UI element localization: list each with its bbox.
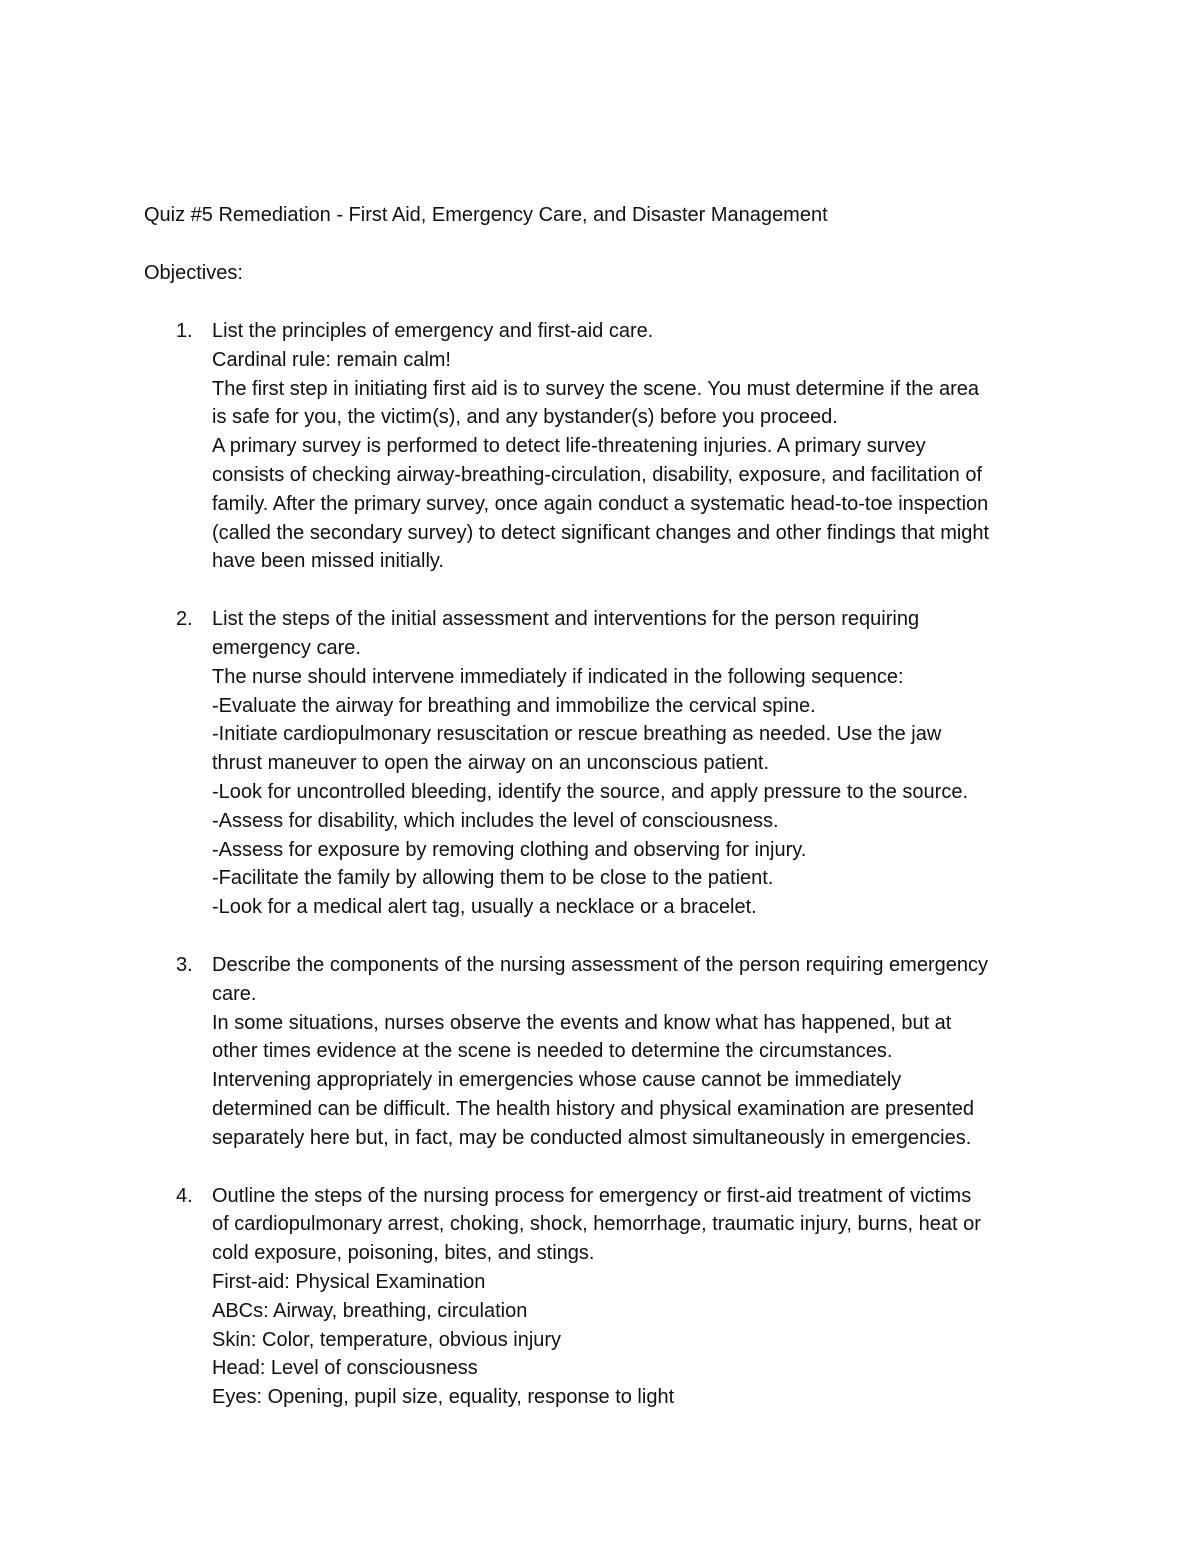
objective-number: 2. (176, 608, 193, 631)
objective-line: The first step in initiating first aid is to survey the scene. You must determine if the area (212, 377, 980, 400)
objective-item-3 (144, 951, 1064, 1153)
objective-item-2 (144, 605, 1064, 922)
objective-line: List the steps of the initial assessment and interventions for the person requiring (212, 608, 920, 631)
objective-line: List the principles of emergency and first-aid care. (212, 320, 654, 342)
objective-line: Describe the components of the nursing assessment of the person requiring emergency (212, 953, 988, 976)
objective-line: Cardinal rule: remain calm! (212, 348, 451, 371)
objective-line: consists of checking airway-breathing-circulation, disability, exposure, and facilitation of (212, 463, 983, 486)
objective-line: separately here but, in fact, may be conducted almost simultaneously in emergencies. (212, 1126, 972, 1149)
objective-item-4 (144, 1182, 1064, 1412)
objective-line: emergency care. (212, 636, 361, 659)
objective-line: -Assess for disability, which includes the level of consciousness. (212, 809, 779, 832)
objective-line: (called the secondary survey) to detect significant changes and other findings that might (212, 521, 990, 544)
objective-line: -Look for uncontrolled bleeding, identify the source, and apply pressure to the source. (212, 780, 969, 803)
objectives-heading: Objectives: (144, 262, 243, 284)
objective-line: ABCs: Airway, breathing, circulation (212, 1299, 528, 1322)
objective-line: -Assess for exposure by removing clothing and observing for injury. (212, 838, 807, 861)
objective-number: 3. (176, 953, 193, 976)
objective-line: determined can be difficult. The health history and physical examination are presented (212, 1097, 974, 1120)
objective-line: Outline the steps of the nursing process for emergency or first-aid treatment of victims (212, 1184, 972, 1207)
objectives-list (144, 317, 1064, 1441)
objective-line: -Facilitate the family by allowing them to be close to the patient. (212, 867, 774, 890)
objective-line: A primary survey is performed to detect life-threatening injuries. A primary survey (212, 435, 926, 458)
objective-item-1 (144, 317, 1064, 576)
objective-line: care. (212, 982, 257, 1005)
objective-line: is safe for you, the victim(s), and any bystander(s) before you proceed. (212, 406, 838, 429)
objective-line: The nurse should intervene immediately if indicated in the following sequence: (212, 665, 904, 688)
objective-line: have been missed initially. (212, 550, 444, 573)
objective-number: 1. (176, 320, 193, 342)
objective-line: other times evidence at the scene is needed to determine the circumstances. (212, 1040, 893, 1063)
objective-line: of cardiopulmonary arrest, choking, shock, hemorrhage, traumatic injury, burns, heat or (212, 1213, 981, 1236)
objective-line: -Evaluate the airway for breathing and immobilize the cervical spine. (212, 694, 816, 717)
objective-line: cold exposure, poisoning, bites, and stings. (212, 1242, 595, 1265)
objective-line: family. After the primary survey, once again conduct a systematic head-to-toe inspection (212, 492, 989, 515)
objective-line: Eyes: Opening, pupil size, equality, response to light (212, 1386, 675, 1409)
objective-line: In some situations, nurses observe the events and know what has happened, but at (212, 1011, 952, 1034)
objective-line: thrust maneuver to open the airway on an unconscious patient. (212, 752, 770, 775)
objective-number: 4. (176, 1184, 193, 1207)
objective-line: -Look for a medical alert tag, usually a necklace or a bracelet. (212, 896, 757, 919)
objective-line: First-aid: Physical Examination (212, 1270, 486, 1293)
objective-line: -Initiate cardiopulmonary resuscitation or rescue breathing as needed. Use the jaw (212, 723, 942, 746)
objective-line: Head: Level of consciousness (212, 1357, 478, 1380)
objective-line: Intervening appropriately in emergencies whose cause cannot be immediately (212, 1069, 902, 1092)
document-title: Quiz #5 Remediation - First Aid, Emergency Care, and Disaster Management (144, 204, 828, 226)
objective-line: Skin: Color, temperature, obvious injury (212, 1328, 562, 1351)
